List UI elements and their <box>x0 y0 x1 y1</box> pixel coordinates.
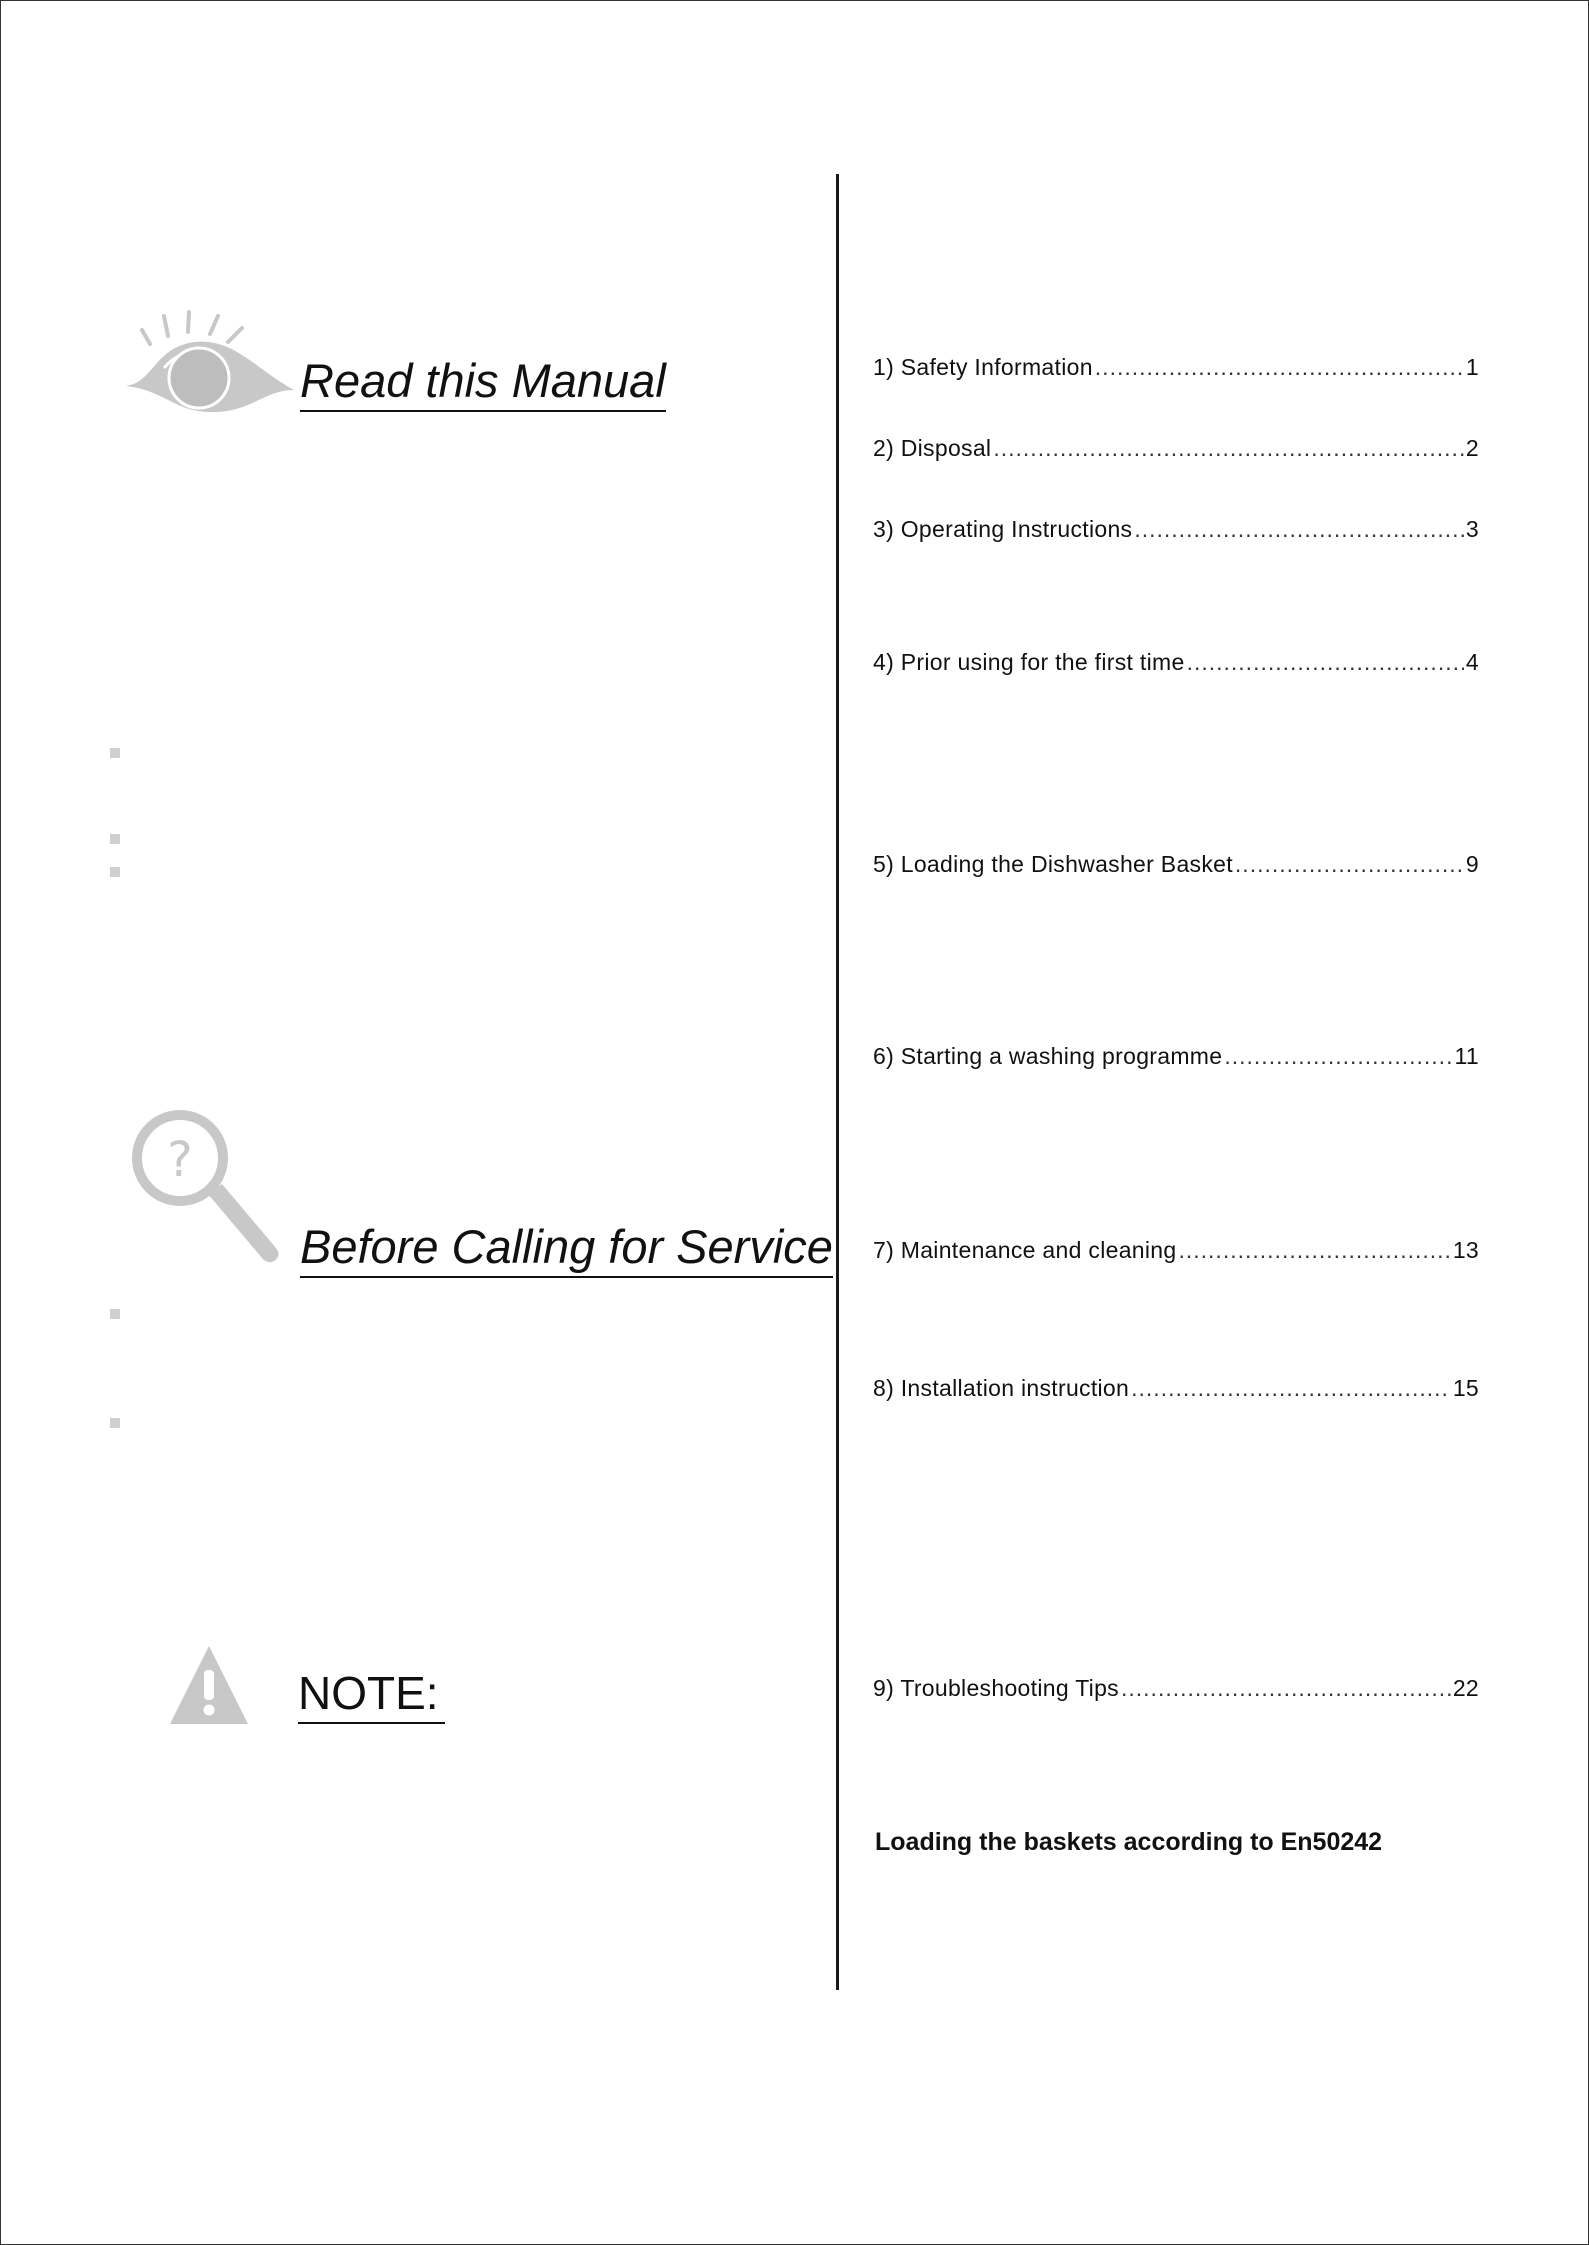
toc-entry-label: 4) Prior using for the first time <box>873 649 1185 675</box>
bullet-marker <box>110 748 120 758</box>
toc-entry-label: 7) Maintenance and cleaning <box>873 1237 1177 1263</box>
bullet-marker <box>110 1309 120 1319</box>
toc-leader-dots <box>1178 1237 1450 1264</box>
toc-entry-page: 1 <box>1465 354 1479 380</box>
toc-entry-page: 2 <box>1465 435 1479 461</box>
toc-entry-label: 9) Troubleshooting Tips <box>873 1675 1119 1701</box>
bullet-marker <box>110 1418 120 1428</box>
warning-triangle-icon <box>168 1644 250 1726</box>
toc-leader-dots <box>1134 516 1464 543</box>
loading-baskets-note[interactable]: Loading the baskets according to En50242 <box>875 1828 1383 1856</box>
toc-leader-dots <box>1121 1675 1451 1702</box>
toc-entry[interactable] <box>873 1375 1479 1402</box>
toc-entry[interactable] <box>873 649 1479 676</box>
toc-leader-dots <box>1235 851 1464 878</box>
toc-entry[interactable] <box>873 1237 1479 1264</box>
toc-entry-page: 3 <box>1465 516 1479 542</box>
toc-entry-page: 9 <box>1465 851 1479 877</box>
toc-entry-label: 2) Disposal <box>873 435 992 461</box>
toc-entry[interactable] <box>873 1675 1479 1702</box>
toc-entry-label: 8) Installation instruction <box>873 1375 1130 1401</box>
eye-icon <box>124 308 296 416</box>
toc-entry-label: 3) Operating Instructions <box>873 516 1133 542</box>
toc-entry[interactable] <box>873 435 1479 462</box>
column-divider <box>836 174 839 1990</box>
toc-entry-page: 22 <box>1452 1675 1479 1701</box>
toc-entry-page: 11 <box>1454 1043 1479 1069</box>
toc-entry[interactable] <box>873 1043 1479 1070</box>
toc-entry[interactable] <box>873 354 1479 381</box>
toc-entry-label: 5) Loading the Dishwasher Basket <box>873 851 1233 877</box>
toc-entry-page: 13 <box>1452 1237 1479 1263</box>
toc-leader-dots <box>1095 354 1464 381</box>
read-manual-heading: Read this Manual <box>300 357 666 412</box>
before-service-heading: Before Calling for Service <box>300 1223 833 1278</box>
note-heading: NOTE: <box>298 1670 445 1724</box>
bullet-marker <box>110 834 120 844</box>
toc-entry-label: 1) Safety Information <box>873 354 1093 380</box>
toc-entry-page: 4 <box>1465 649 1479 675</box>
toc-leader-dots <box>1187 649 1464 676</box>
toc-leader-dots <box>993 435 1464 462</box>
toc-entry-label: 6) Starting a washing programme <box>873 1043 1223 1069</box>
bullet-marker <box>110 867 120 877</box>
toc-entry[interactable] <box>873 851 1479 878</box>
toc-leader-dots <box>1224 1043 1452 1070</box>
toc-leader-dots <box>1131 1375 1451 1402</box>
toc-entry-page: 15 <box>1452 1375 1479 1401</box>
magnifier-question-icon <box>130 1108 282 1272</box>
svg-text:?: ? <box>167 1132 193 1188</box>
toc-entry[interactable] <box>873 516 1479 543</box>
